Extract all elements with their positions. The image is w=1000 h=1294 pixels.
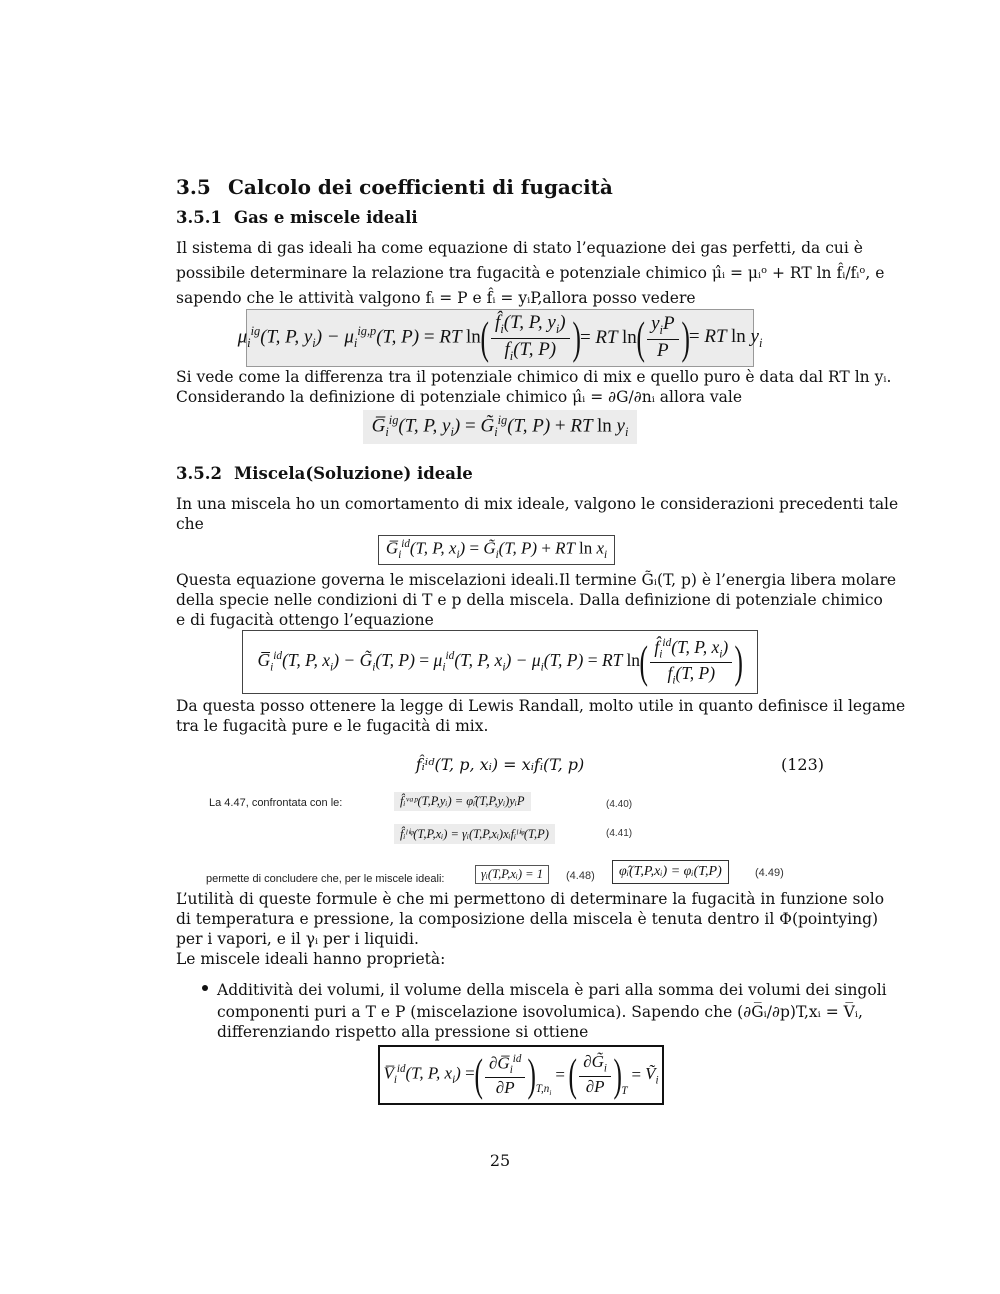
bullet-point [202, 985, 208, 991]
text-line: In una miscela ho un comortamento di mix ideale, valgono le considerazioni precedenti tale [176, 495, 899, 513]
section-heading [176, 175, 613, 199]
section-title: Calcolo dei coefficienti di fugacità [228, 175, 613, 199]
subsection-title: Miscela(Soluzione) ideale [234, 464, 473, 483]
text-line: di temperatura e pressione, la composizione della miscela è tenuta dentro il Φ(pointying) [176, 910, 879, 928]
text-line: Additività dei volumi, il volume della miscela è pari alla somma dei volumi dei singoli [217, 981, 887, 999]
text-line: sapendo che le attività valgono fᵢ = P e f̂ᵢ = yᵢP,allora posso vedere [176, 289, 696, 307]
text-line: L’utilità di queste formule è che mi permettono di determinare la fugacità in funzione solo [176, 890, 885, 908]
page-number: 25 [489, 1151, 511, 1170]
text-line: per i vapori, e il γᵢ per i liquidi. [176, 930, 419, 948]
text-line: Le miscele ideali hanno proprietà: [176, 950, 446, 968]
equation-partial-molar-volume: $V̅_i^{id}(T$, P, $x_i$) = ( $\frac{\partial G̅_i^{id}}{\partial P}$ ) $_{T,n_i}$ = ( $\frac{\partial G̃_i}{\partial P}$ ) $_T$ = Ṽ$_i$ [378, 1045, 664, 1105]
text-line: differenziando rispetto alla pressione si ottiene [217, 1023, 589, 1041]
text-line: e di fugacità ottengo l’equazione [176, 611, 434, 629]
scan-label-comparison: La 4.47, confrontata con le: [209, 797, 343, 809]
section-number: 3.5 [176, 175, 211, 199]
scan-equation-number: (4.48) [566, 870, 595, 882]
equation-chemical-potential-difference: $\mu_i^{ig}(T$, P, $y_i) - \mu_i^{ig,p}(T$, P) = RT ln ( $\frac{f̂_i(T, P, y_i)}{f_i(T, P)}$ ) = RT ln ( $\frac{y_iP}{P}$ ) = RT $\ln y_i$ [246, 309, 754, 367]
equation-lewis-randall: f̂ᵢⁱᵈ(T, p, xᵢ) = xᵢfᵢ(T, p) [415, 755, 585, 774]
text-line: Questa equazione governa le miscelazioni ideali.Il termine G̃ᵢ(T, p) è l’energia libera molare [176, 571, 897, 589]
equation-number: (123) [780, 755, 824, 774]
subsection-number: 3.5.1 [176, 208, 222, 227]
text-line: Da questa posso ottenere la legge di Lewis Randall, molto utile in quanto definisce il legame [176, 697, 906, 715]
scan-equation-4-41: f̂ᵢˡⁱᵠ(T,P,xᵢ) = γᵢ(T,P,xᵢ)xᵢfᵢˡⁱᵠ(T,P) [394, 824, 555, 844]
scan-equation-number: (4.40) [606, 799, 633, 810]
text-line: della specie nelle condizioni di T e p della miscela. Dalla definizione di potenziale chimico [176, 591, 883, 609]
equation-gibbs-fugacity: $G̅_i^{id}(T$, P, $x_i$) − $G̃_i(T$, $P) = \mu_i^{id}(T$, P, $x_i) - \mu_i(T$, P) = RT ln ( $\frac{f̂_i^{id}(T, P, x_i)}{f_i(T, P)}$ ) [242, 630, 758, 694]
paragraph-free-energy [176, 570, 897, 630]
text-line: possibile determinare la relazione tra fugacità e potenziale chimico μ̂ᵢ = μᵢᵒ + RT ln f̂ᵢ/fᵢᵒ, e [176, 264, 885, 282]
text-line: Il sistema di gas ideali ha come equazione di stato l’equazione dei gas perfetti, da cui è [176, 239, 863, 257]
subsection-number: 3.5.2 [176, 464, 222, 483]
text-line: tra le fugacità pure e le fugacità di mix. [176, 717, 489, 735]
text-line: componenti puri a T e P (miscelazione isovolumica). Sapendo che (∂G̅ᵢ/∂p)T,xᵢ = V̅ᵢ, [217, 1003, 863, 1021]
text-line: Considerando la definizione di potenziale chimico μ̂ᵢ = ∂G/∂nᵢ allora vale [176, 388, 742, 406]
scan-equation-number: (4.49) [755, 867, 784, 879]
scan-equation-4-48: γᵢ(T,P,xᵢ) = 1 [475, 865, 549, 884]
scan-equation-number: (4.41) [606, 828, 633, 839]
paragraph-chemical-potential [176, 367, 892, 407]
scan-equation-4-49: φ̂ᵢ(T,P,xᵢ) = φᵢ(T,P) [612, 860, 729, 884]
text-line: Si vede come la differenza tra il potenziale chimico di mix e quello puro è data dal RT ln yᵢ. [176, 368, 892, 386]
paragraph-ideal-mixture [176, 494, 899, 534]
subsection-heading-1 [176, 208, 418, 227]
equation-molar-gibbs-ideal-gas: $G̅_i^{ig}(T$, P, $y_i$) = $G̃_i^{ig}(T$, P) + RT $\ln y_i$ [363, 410, 637, 444]
text-line: che [176, 515, 204, 533]
paragraph-lewis-randall [176, 696, 906, 736]
subsection-title: Gas e miscele ideali [234, 208, 418, 227]
equation-molar-gibbs-ideal-solution: $G̅_i^{id}(T$, P, $x_i$) = $G̃_i(T$, P) + RT $\ln x_i$ [378, 535, 615, 565]
paragraph-ideal-gas [176, 238, 885, 308]
scan-label-conclusion: permette di concludere che, per le miscele ideali: [206, 873, 445, 885]
paragraph-utility [176, 889, 885, 969]
subsection-heading-2 [176, 464, 473, 483]
scan-equation-4-40: f̂ᵢᵛᵃᵖ(T,P,yᵢ) = φ̂ᵢ(T,P,yᵢ)yᵢP [394, 792, 531, 811]
bullet-volume-additivity [217, 980, 887, 1042]
